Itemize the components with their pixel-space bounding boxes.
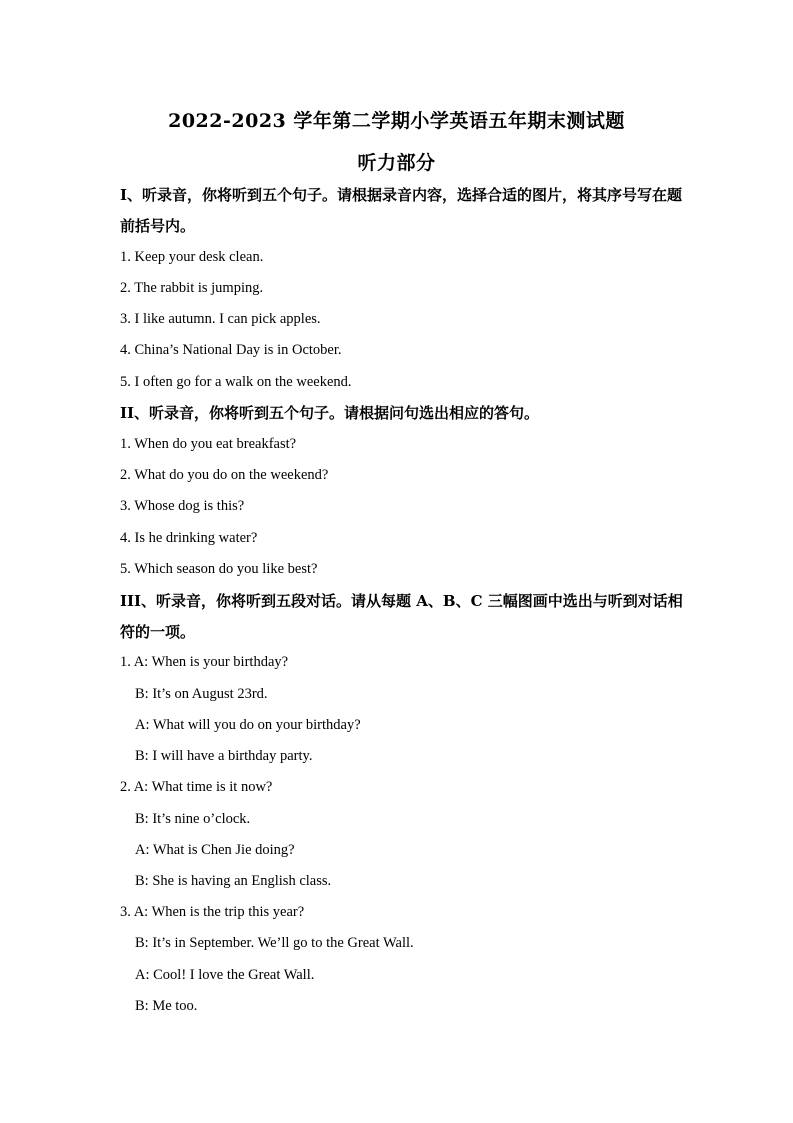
page-title: 2022-2023 学年第二学期小学英语五年期末测试题 bbox=[168, 110, 625, 132]
dialogue-3-line-4: B: Me too. bbox=[135, 998, 198, 1014]
section-1-item-4: 4. China’s National Day is in October. bbox=[120, 342, 342, 358]
section-1-item-3: 3. I like autumn. I can pick apples. bbox=[120, 311, 321, 327]
section-1-item-5: 5. I often go for a walk on the weekend. bbox=[120, 374, 352, 390]
dialogue-2-line-1: 2. A: What time is it now? bbox=[120, 779, 273, 795]
section-2-item-1: 1. When do you eat breakfast? bbox=[120, 436, 297, 452]
dialogue-1-line-3: A: What will you do on your birthday? bbox=[135, 717, 361, 733]
dialogue-1-line-2: B: It’s on August 23rd. bbox=[135, 686, 268, 702]
section-1-item-2: 2. The rabbit is jumping. bbox=[120, 280, 264, 296]
section-2-instruction: II、听录音，你将听到五个句子。请根据问句选出相应的答句。 bbox=[120, 404, 540, 422]
section-2-item-4: 4. Is he drinking water? bbox=[120, 530, 258, 546]
dialogue-3-line-2: B: It’s in September. We’ll go to the Great Wall. bbox=[135, 935, 414, 951]
dialogue-3-line-3: A: Cool! I love the Great Wall. bbox=[135, 967, 315, 983]
dialogue-1-line-1: 1. A: When is your birthday? bbox=[120, 654, 289, 670]
section-2-item-5: 5. Which season do you like best? bbox=[120, 561, 318, 577]
section-1-item-1: 1. Keep your desk clean. bbox=[120, 249, 264, 265]
page-subtitle: 听力部分 bbox=[357, 152, 436, 174]
dialogue-2-line-3: A: What is Chen Jie doing? bbox=[135, 842, 295, 858]
section-3-instruction: III、听录音，你将听到五段对话。请从每题 A、B、C 三幅图画中选出与听到对话相符的一项。 bbox=[120, 592, 683, 641]
section-1-instruction: I、听录音，你将听到五个句子。请根据录音内容，选择合适的图片，将其序号写在题前括号内。 bbox=[120, 186, 683, 235]
dialogue-2-line-2: B: It’s nine o’clock. bbox=[135, 811, 251, 827]
section-2-item-3: 3. Whose dog is this? bbox=[120, 498, 245, 514]
dialogue-1-line-4: B: I will have a birthday party. bbox=[135, 748, 313, 764]
dialogue-3-line-1: 3. A: When is the trip this year? bbox=[120, 904, 305, 920]
section-2-item-2: 2. What do you do on the weekend? bbox=[120, 467, 329, 483]
dialogue-2-line-4: B: She is having an English class. bbox=[135, 873, 332, 889]
